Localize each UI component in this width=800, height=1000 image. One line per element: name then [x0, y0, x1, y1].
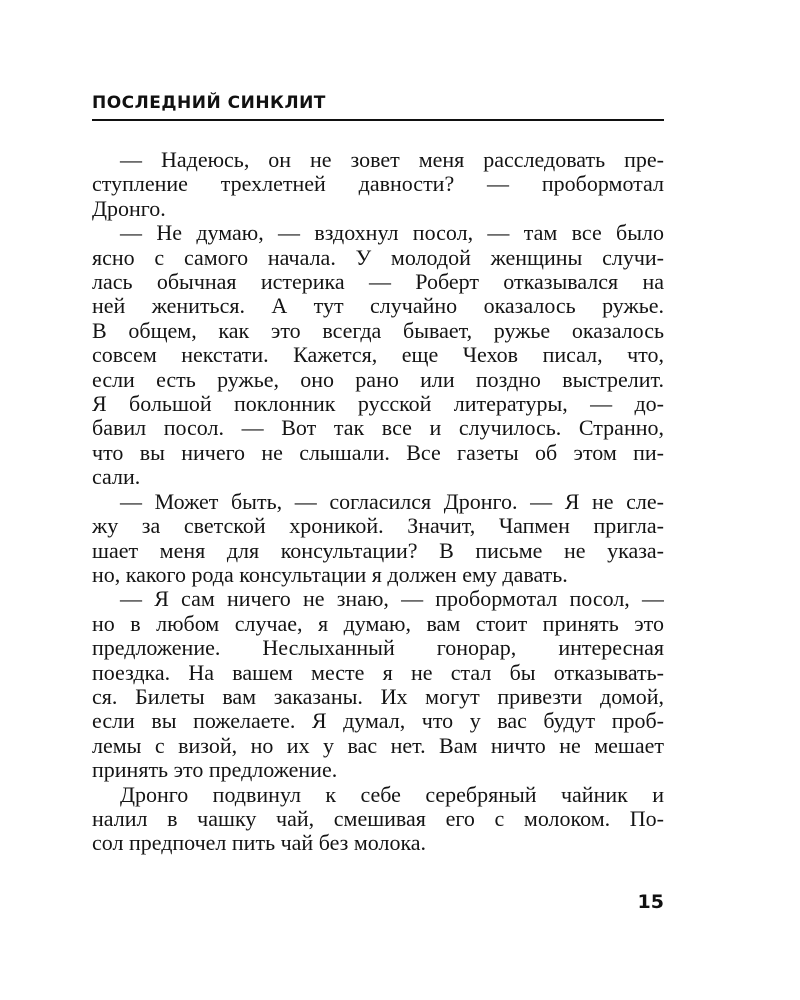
text-line: если вы пожелаете. Я думал, что у вас будут проб-	[92, 709, 664, 734]
text-line: В общем, как это всегда бывает, ружье оказалось	[92, 318, 664, 343]
text-line: ся. Билеты вам заказаны. Их могут привезти домой,	[92, 684, 664, 709]
text-line: Дронго подвинул к себе серебряный чайник и	[120, 782, 664, 807]
text-line: — Я сам ничего не знаю, — пробормотал посол, —	[120, 587, 664, 612]
text-line: но в любом случае, я думаю, вам стоит принять это	[92, 611, 664, 636]
text-line: поездка. На вашем месте я не стал бы отказывать-	[92, 660, 664, 685]
text-line: совсем некстати. Кажется, еще Чехов писал, что,	[92, 343, 664, 368]
text-line: сол предпочел пить чай без молока.	[92, 831, 427, 856]
text-line: что вы ничего не слышали. Все газеты об этом пи-	[92, 440, 664, 465]
text-line: — Надеюсь, он не зовет меня расследовать пре-	[120, 148, 664, 172]
text-line: налил в чашку чай, смешивая его с молоком. По-	[92, 806, 664, 831]
text-line: сали.	[92, 465, 141, 490]
text-line: Дронго.	[92, 196, 166, 221]
text-line: ясно с самого начала. У молодой женщины случи-	[92, 245, 664, 270]
text-line: ней жениться. А тут случайно оказалось ружье.	[92, 294, 664, 319]
text-line: шает меня для консультации? В письме не указа-	[92, 538, 664, 563]
text-line: бавил посол. — Вот так все и случилось. Странно,	[92, 416, 664, 441]
text-line: Я большой поклонник русской литературы, — до-	[92, 392, 664, 417]
body-text	[92, 148, 664, 856]
header-rule	[92, 119, 664, 121]
text-line: лемы с визой, но их у вас нет. Вам ничто не мешает	[92, 733, 664, 758]
text-line: но, какого рода консультации я должен ему давать.	[92, 562, 568, 587]
running-title: ПОСЛЕДНИЙ СИНКЛИТ	[92, 93, 326, 113]
text-line: лась обычная истерика — Роберт отказывался на	[92, 270, 664, 295]
text-line: принять это предложение.	[92, 758, 338, 783]
page-number: 15	[637, 891, 664, 913]
text-line: — Не думаю, — вздохнул посол, — там все было	[120, 221, 664, 246]
text-line: предложение. Неслыханный гонорар, интересная	[92, 636, 664, 661]
text-line: — Может быть, — согласился Дронго. — Я не сле-	[120, 489, 664, 514]
text-line: ступление трехлетней давности? — пробормотал	[92, 172, 664, 197]
text-line: жу за светской хроникой. Значит, Чапмен пригла-	[92, 514, 664, 539]
text-line: если есть ружье, оно рано или поздно выстрелит.	[92, 367, 664, 392]
